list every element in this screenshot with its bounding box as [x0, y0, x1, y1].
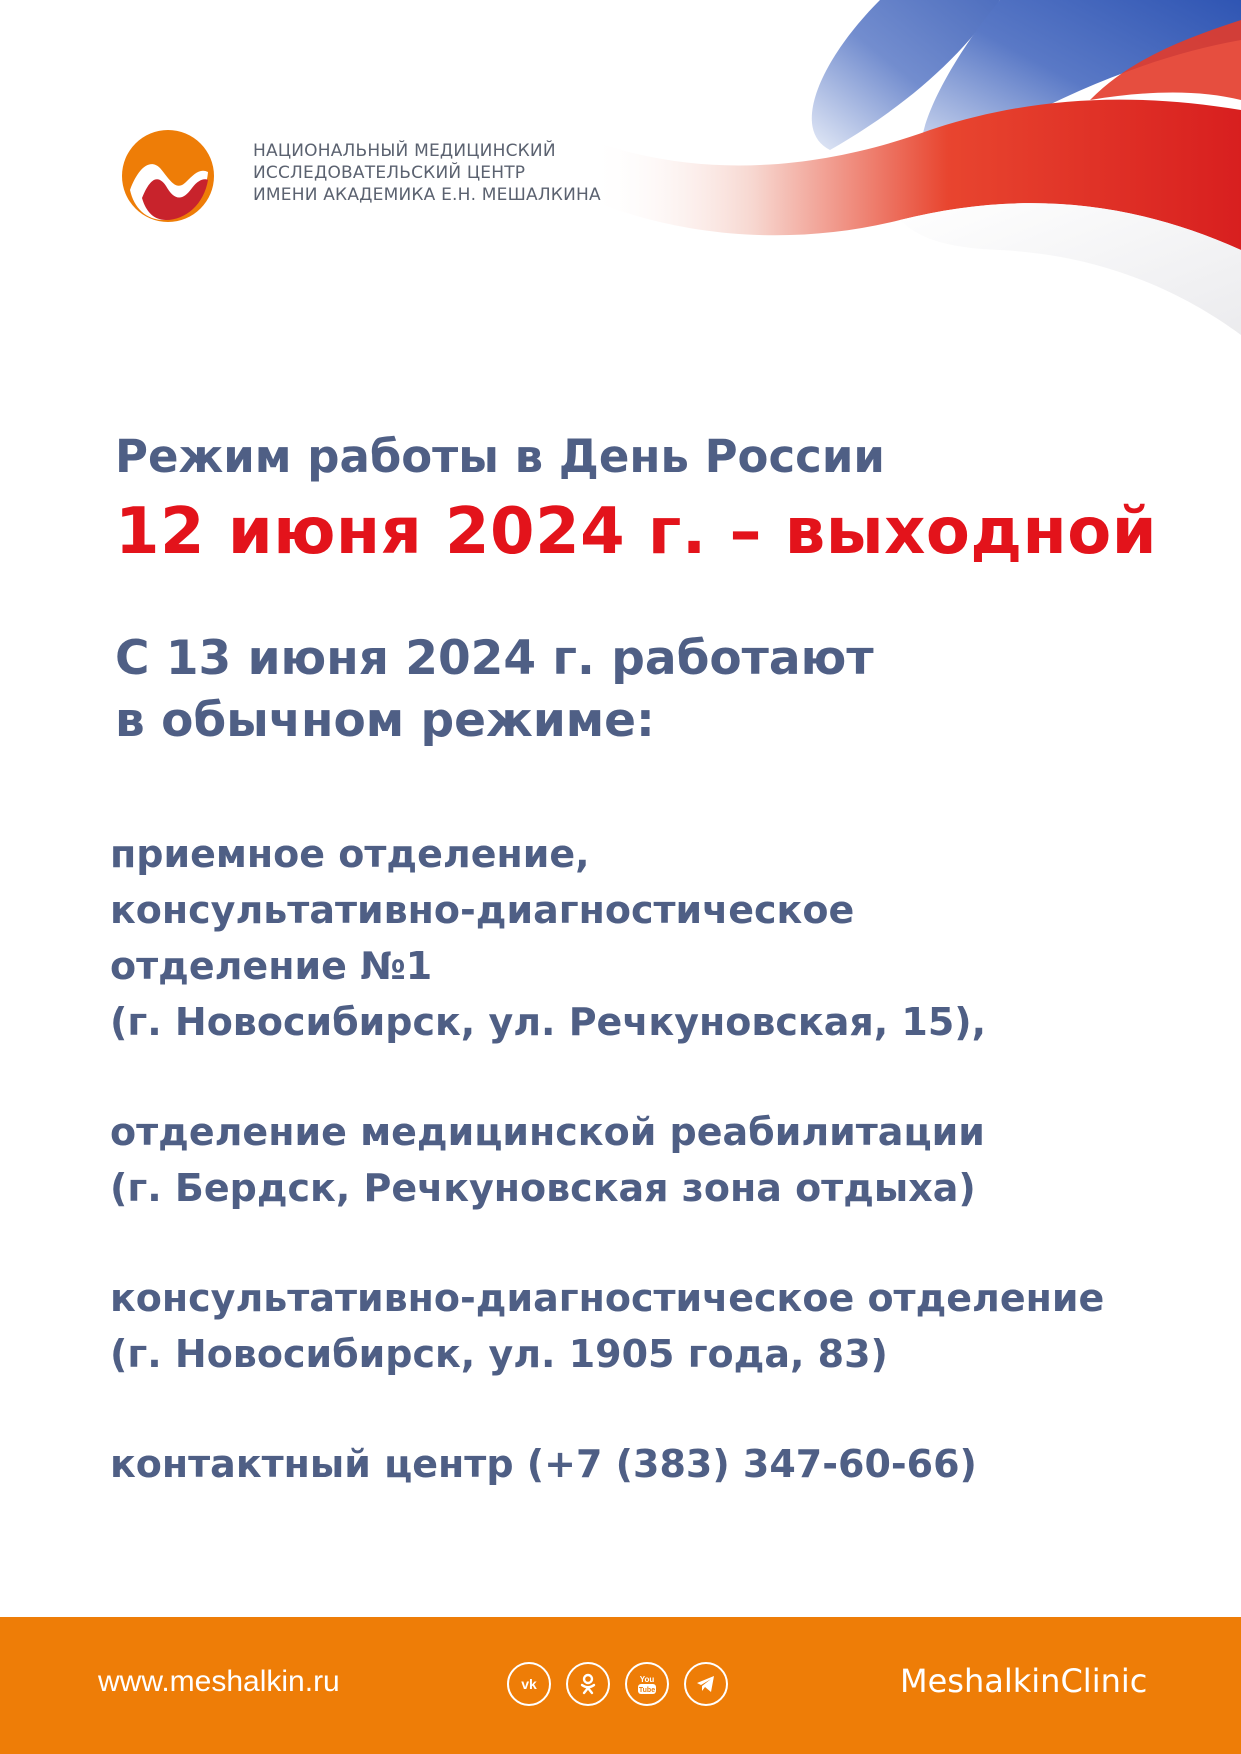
department-line: (г. Новосибирск, ул. Речкуновская, 15), [110, 1000, 987, 1044]
holiday-notice: 12 июня 2024 г. – выходной [115, 495, 1158, 569]
organization-name [253, 140, 601, 206]
youtube-icon[interactable] [625, 1662, 669, 1706]
center-logo [120, 128, 216, 224]
svg-text:vk: vk [521, 1676, 537, 1692]
announcement-title: Режим работы в День России [115, 430, 885, 483]
department-block [110, 1104, 1104, 1216]
org-name-line: ИССЛЕДОВАТЕЛЬСКИЙ ЦЕНТР [253, 163, 526, 183]
department-block [110, 826, 1104, 1050]
footer-bar [0, 1617, 1241, 1754]
announcement-subtitle [115, 628, 874, 752]
department-line: консультативно-диагностическое отделение [110, 1276, 1105, 1320]
social-links [507, 1662, 728, 1706]
subtitle-line: в обычном режиме: [115, 693, 655, 748]
department-line: (г. Новосибирск, ул. 1905 года, 83) [110, 1332, 888, 1376]
department-block [110, 1270, 1104, 1382]
brand-name: MeshalkinClinic [900, 1662, 1148, 1700]
svg-text:Tube: Tube [638, 1687, 656, 1694]
vk-icon[interactable] [507, 1662, 551, 1706]
department-line: приемное отделение, [110, 832, 590, 876]
subtitle-line: С 13 июня 2024 г. работают [115, 631, 874, 686]
department-block [110, 1436, 1104, 1492]
logo-icon [120, 128, 216, 224]
telegram-icon[interactable] [684, 1662, 728, 1706]
contact-center-line: контактный центр (+7 (383) 347-60-66) [110, 1442, 977, 1486]
odnoklassniki-icon[interactable] [566, 1662, 610, 1706]
org-name-line: НАЦИОНАЛЬНЫЙ МЕДИЦИНСКИЙ [253, 141, 556, 161]
department-line: (г. Бердск, Речкуновская зона отдыха) [110, 1166, 976, 1210]
department-line: отделение №1 [110, 944, 433, 988]
svg-text:You: You [639, 1675, 655, 1684]
departments-list [110, 826, 1104, 1492]
department-line: отделение медицинской реабилитации [110, 1110, 985, 1154]
department-line: консультативно-диагностическое [110, 888, 855, 932]
org-name-line: ИМЕНИ АКАДЕМИКА Е.Н. МЕШАЛКИНА [253, 185, 601, 205]
website-link[interactable]: www.meshalkin.ru [98, 1665, 340, 1698]
